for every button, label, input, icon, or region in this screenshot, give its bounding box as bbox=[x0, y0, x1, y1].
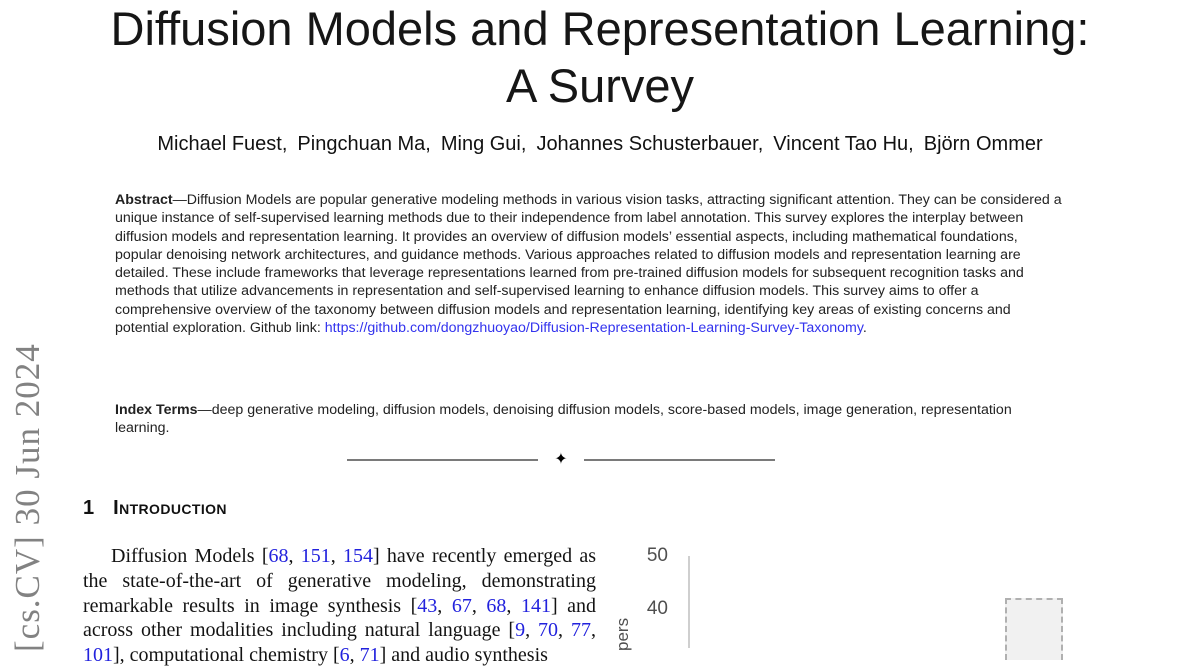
intro-text: , bbox=[591, 619, 597, 642]
intro-text: , bbox=[558, 619, 572, 642]
intro-text: , bbox=[506, 594, 521, 617]
section-number: 1 bbox=[83, 497, 95, 519]
index-terms-text: —deep generative modeling, diffusion models, denoising diffusion models, score-based models, image generation, representation learning. bbox=[115, 402, 1012, 437]
figure-y-axis-label: pers bbox=[613, 617, 632, 651]
author-name: Pingchuan Ma, bbox=[297, 133, 431, 155]
divider-rule-right bbox=[584, 459, 775, 461]
intro-text: , bbox=[349, 644, 360, 667]
paper-title-line2: A Survey bbox=[505, 59, 695, 112]
figure-ytick-40: 40 bbox=[646, 598, 668, 619]
left-column bbox=[83, 496, 596, 668]
figure-ytick-50: 50 bbox=[646, 545, 668, 566]
citation-link[interactable]: 151 bbox=[300, 545, 331, 567]
intro-text: ] and audio synthesis bbox=[379, 644, 548, 667]
intro-text: Diffusion Models [ bbox=[111, 545, 269, 567]
intro-text: , bbox=[525, 619, 539, 642]
abstract bbox=[115, 191, 1065, 337]
abstract-label: Abstract bbox=[115, 192, 173, 208]
author-name: Michael Fuest, bbox=[157, 133, 288, 155]
intro-text: ], computational chemistry [ bbox=[113, 644, 340, 667]
index-terms-label: Index Terms bbox=[115, 402, 198, 418]
paper-title-line1: Diffusion Models and Representation Learning: bbox=[110, 2, 1090, 55]
section-title: Introduction bbox=[113, 497, 227, 519]
intro-paragraph bbox=[83, 544, 596, 668]
citation-link[interactable]: 101 bbox=[83, 644, 113, 667]
section-divider bbox=[347, 449, 775, 471]
projected-bar bbox=[1005, 598, 1063, 660]
authors-line bbox=[0, 131, 1200, 157]
index-terms bbox=[115, 401, 1065, 438]
intro-text: ] and across other modalities including natural language [ bbox=[83, 594, 597, 642]
citation-link[interactable]: 67 bbox=[451, 594, 472, 617]
arxiv-watermark: [cs.CV] 30 Jun 2024 bbox=[8, 343, 47, 652]
citation-link[interactable]: 43 bbox=[417, 594, 438, 617]
intro-text: , bbox=[437, 594, 452, 617]
section-heading bbox=[83, 496, 596, 520]
author-name: Ming Gui, bbox=[440, 133, 527, 155]
abstract-period: . bbox=[862, 320, 867, 337]
citation-link[interactable]: 6 bbox=[339, 644, 350, 667]
intro-text: , bbox=[471, 594, 487, 617]
intro-text: , bbox=[288, 545, 301, 567]
author-name: Johannes Schusterbauer, bbox=[536, 133, 764, 155]
author-name: Björn Ommer bbox=[923, 133, 1043, 155]
citation-link[interactable]: 68 bbox=[486, 594, 507, 617]
citation-link[interactable]: 71 bbox=[359, 644, 380, 667]
github-link[interactable]: https://github.com/dongzhuoyao/Diffusion-Representation-Learning-Survey-Taxonomy bbox=[324, 320, 863, 337]
paper-title bbox=[0, 0, 1200, 114]
figure-y-axis-line bbox=[688, 556, 690, 648]
author-name: Vincent Tao Hu, bbox=[773, 133, 914, 155]
abstract-text: —Diffusion Models are popular generative modeling methods in various vision tasks, attracting significant attention. They can be considered a unique instance of self-supervised learning methods due to their independence from label annotation. This survey explores the interplay between diffusion models and representation learning. It provides an overview of diffusion models’ essential aspects, including mathematical foundations, popular denoising network architectures, and guidance methods. Various approaches related to diffusion models and representation learning are detailed. These include frameworks that leverage representations learned from pre-trained diffusion models for subsequent recognition tasks and methods that utilize advancements in representation and self-supervised learning to enhance diffusion models. This survey aims to offer a comprehensive overview of the taxonomy between diffusion models and representation learning, identifying key areas of existing concerns and potential exploration. Github link: bbox=[115, 192, 1062, 337]
divider-rule-left bbox=[347, 459, 538, 461]
citation-link[interactable]: 77 bbox=[571, 619, 592, 642]
intro-text: ] have recently emerged as the state-of-the-art of generative modeling, demonstrating remarkable results in image synthesis [ bbox=[83, 545, 597, 617]
citation-link[interactable]: 141 bbox=[520, 594, 551, 617]
citation-link[interactable]: 9 bbox=[515, 619, 526, 642]
diamond-icon: ✦ bbox=[554, 451, 568, 468]
citation-link[interactable]: 68 bbox=[268, 545, 289, 567]
citation-link[interactable]: 70 bbox=[538, 619, 559, 642]
intro-text: , bbox=[330, 545, 344, 567]
citation-link[interactable]: 154 bbox=[343, 545, 374, 567]
